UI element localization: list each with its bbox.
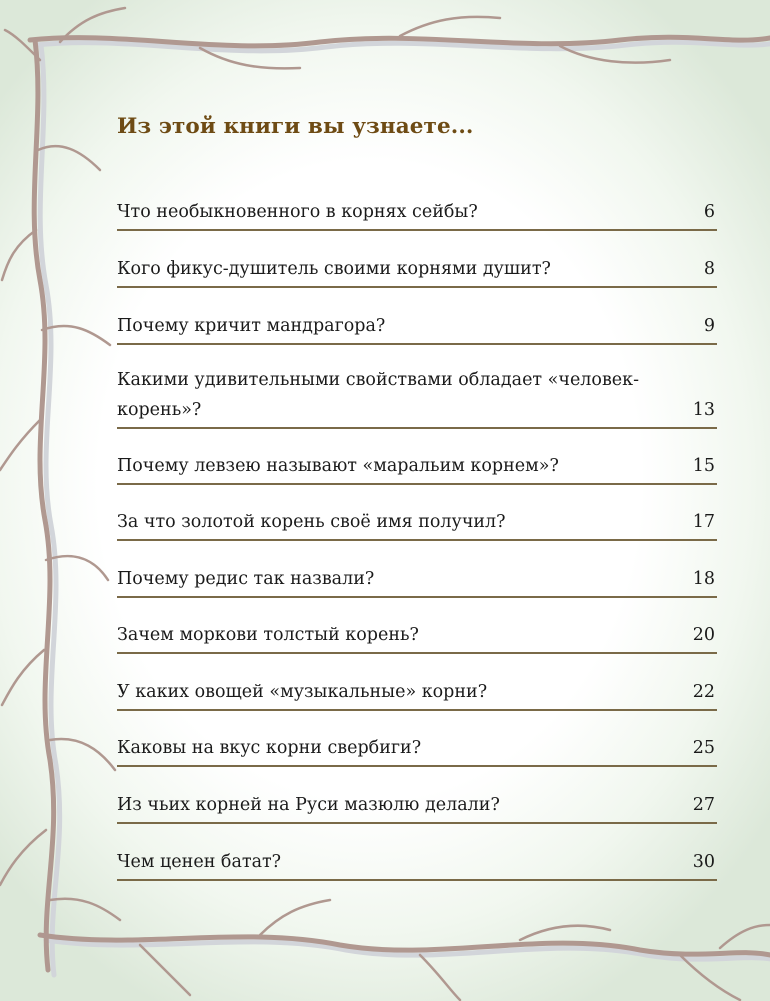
root-top-shadow xyxy=(36,42,770,51)
entry-title: Чем ценен батат? xyxy=(117,852,282,872)
entry-title: Почему левзею называют «маральим корнем»? xyxy=(117,456,559,476)
toc-entry xyxy=(117,429,717,485)
entry-page-number: 15 xyxy=(692,456,715,476)
entry-page-number: 17 xyxy=(692,512,715,532)
entry-page-number: 9 xyxy=(703,316,715,336)
entry-page-number: 6 xyxy=(703,202,715,222)
table-of-contents xyxy=(117,178,717,881)
entry-title: Что необыкновенного в корнях сейбы? xyxy=(117,202,478,222)
entry-page-number: 13 xyxy=(692,400,715,420)
entry-page-number: 20 xyxy=(692,625,715,645)
toc-entry xyxy=(117,654,717,711)
entry-page-number: 30 xyxy=(692,852,715,872)
entry-title: Каковы на вкус корни свербиги? xyxy=(117,738,422,758)
entry-title: Из чьих корней на Руси мазюлю делали? xyxy=(117,795,500,815)
entry-page-number: 25 xyxy=(692,738,715,758)
toc-entry xyxy=(117,231,717,288)
entry-title: За что золотой корень своё имя получил? xyxy=(117,512,506,532)
entry-title: Зачем моркови толстый корень? xyxy=(117,625,419,645)
toc-entry xyxy=(117,345,717,429)
toc-entry xyxy=(117,485,717,541)
toc-entry xyxy=(117,598,717,654)
entry-title: У каких овощей «музыкальные» корни? xyxy=(117,682,488,702)
toc-entry xyxy=(117,711,717,767)
entry-title: Почему редис так назвали? xyxy=(117,569,375,589)
toc-entry xyxy=(117,541,717,598)
page-title: Из этой книги вы узнаете... xyxy=(117,114,474,139)
entry-title: Кого фикус-душитель своими корнями душит? xyxy=(117,259,551,279)
toc-entry xyxy=(117,767,717,824)
entry-page-number: 27 xyxy=(692,795,715,815)
toc-entry xyxy=(117,824,717,881)
toc-entry xyxy=(117,288,717,345)
entry-page-number: 8 xyxy=(703,259,715,279)
entry-title: Почему кричит мандрагора? xyxy=(117,316,386,336)
entry-page-number: 18 xyxy=(692,569,715,589)
entry-page-number: 22 xyxy=(692,682,715,702)
entry-title: Какими удивительными свойствами обладает «человек-корень»? xyxy=(117,370,640,420)
toc-entry xyxy=(117,178,717,231)
